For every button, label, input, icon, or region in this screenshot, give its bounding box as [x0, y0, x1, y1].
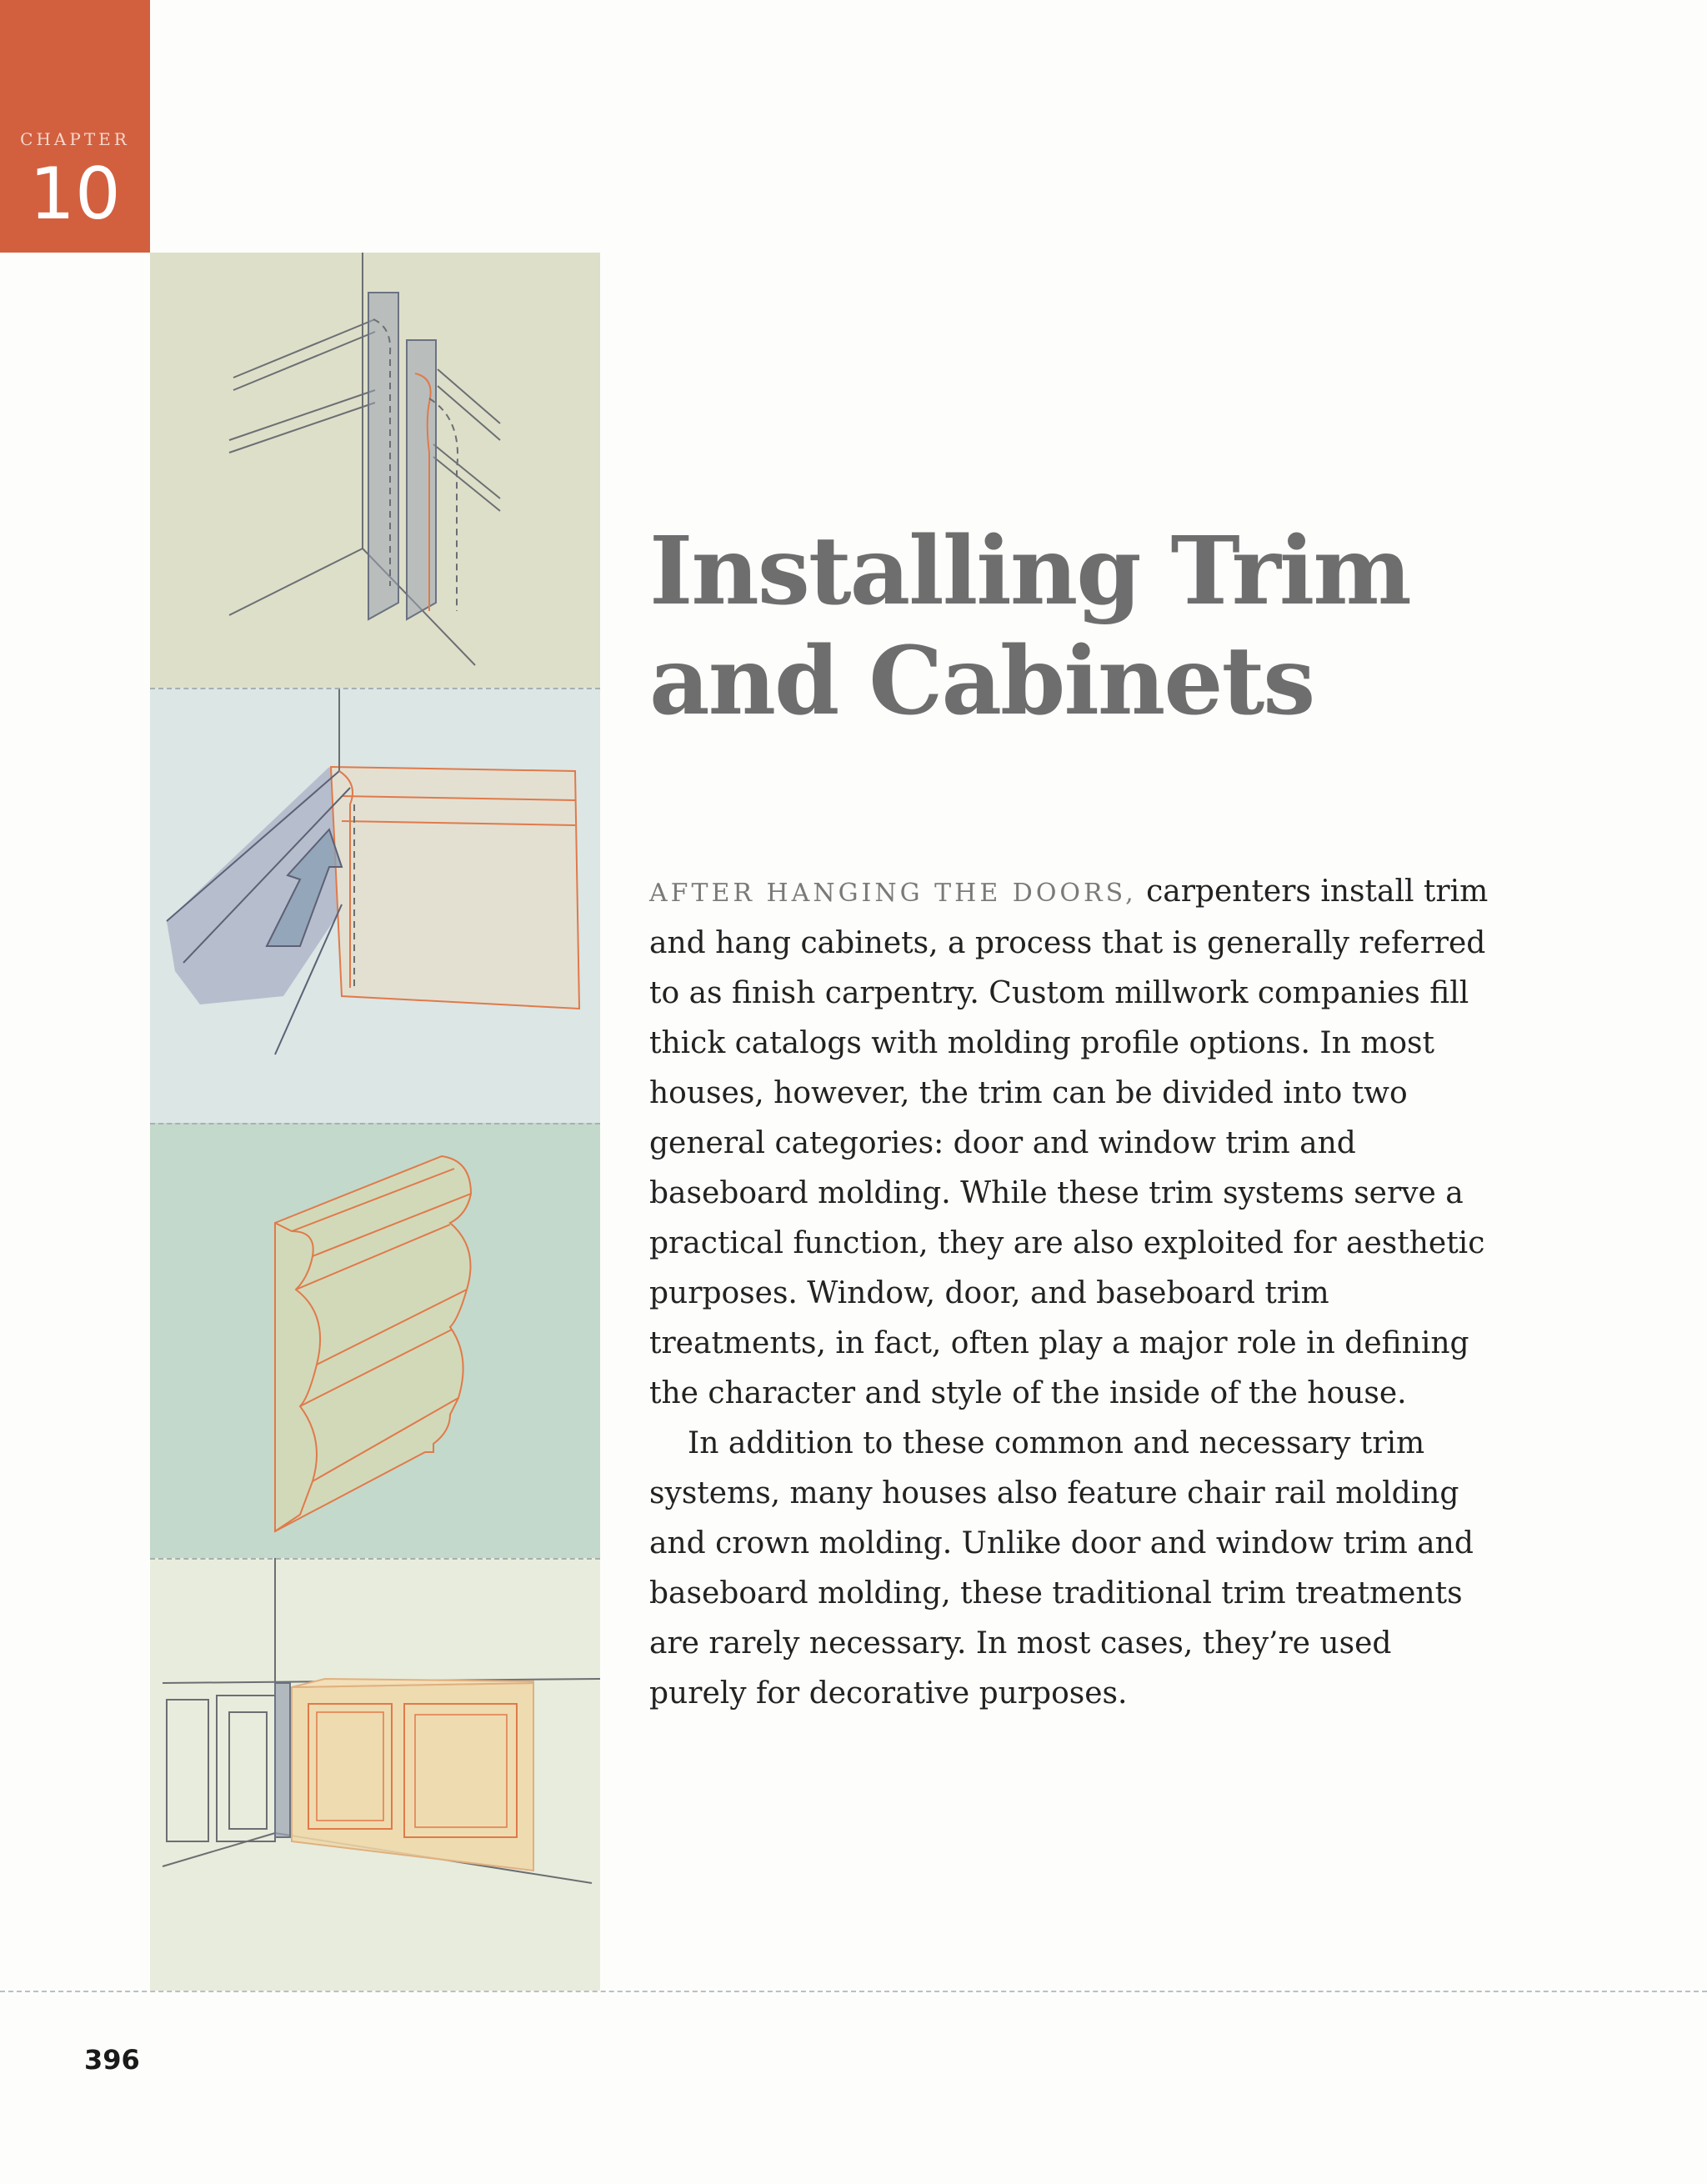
chapter-tab: [0, 0, 150, 253]
base-cabinet-illustration: [150, 1558, 600, 1991]
baseboard-corner-drawing: [150, 688, 600, 1123]
panel-divider: [150, 1123, 600, 1125]
lead-in: AFTER HANGING THE DOORS,: [649, 879, 1137, 908]
page-footer-rule: [0, 1991, 1707, 1992]
intro-paragraph-2: In addition to these common and necessary trim systems, many houses also feature chair rail molding and crown molding. Unlike door and window trim and baseboard molding, these traditional trim treatments are rarely necessary. In most cases, they’re used purely for decorative purposes.: [649, 1426, 1474, 1711]
chapter-title-line-1: Installing Trim: [649, 517, 1410, 626]
crown-molding-drawing: [150, 253, 600, 688]
crown-molding-illustration: [150, 253, 600, 688]
panel-divider: [150, 688, 600, 689]
intro-paragraph-1-text: carpenters install trim and hang cabinets, a process that is generally referred to as finish carpentry. Custom millwork companies fill thick catalogs with molding profile options. In most houses, however, the trim can be divided into two general categories: door and window trim and baseboard molding. While these trim systems serve a practical function, they are also exploited for aesthetic purposes. Window, door, and baseboard trim treatments, in fact, often play a major role in defining the character and style of the inside of the house.: [649, 874, 1489, 1410]
molding-profile-drawing: [150, 1123, 600, 1558]
chapter-label: CHAPTER: [20, 129, 130, 149]
chapter-number: 10: [29, 153, 121, 236]
panel-divider: [150, 1558, 600, 1560]
chapter-intro-text: [649, 867, 1491, 1719]
intro-paragraph-1: [649, 867, 1491, 1419]
chapter-title-line-2: and Cabinets: [649, 627, 1314, 736]
base-cabinet-drawing: [150, 1558, 600, 1991]
chapter-title: [649, 517, 1566, 737]
illustration-column: [150, 253, 600, 1991]
page-number: 396: [84, 2044, 140, 2076]
molding-profile-illustration: [150, 1123, 600, 1558]
baseboard-corner-illustration: [150, 688, 600, 1123]
